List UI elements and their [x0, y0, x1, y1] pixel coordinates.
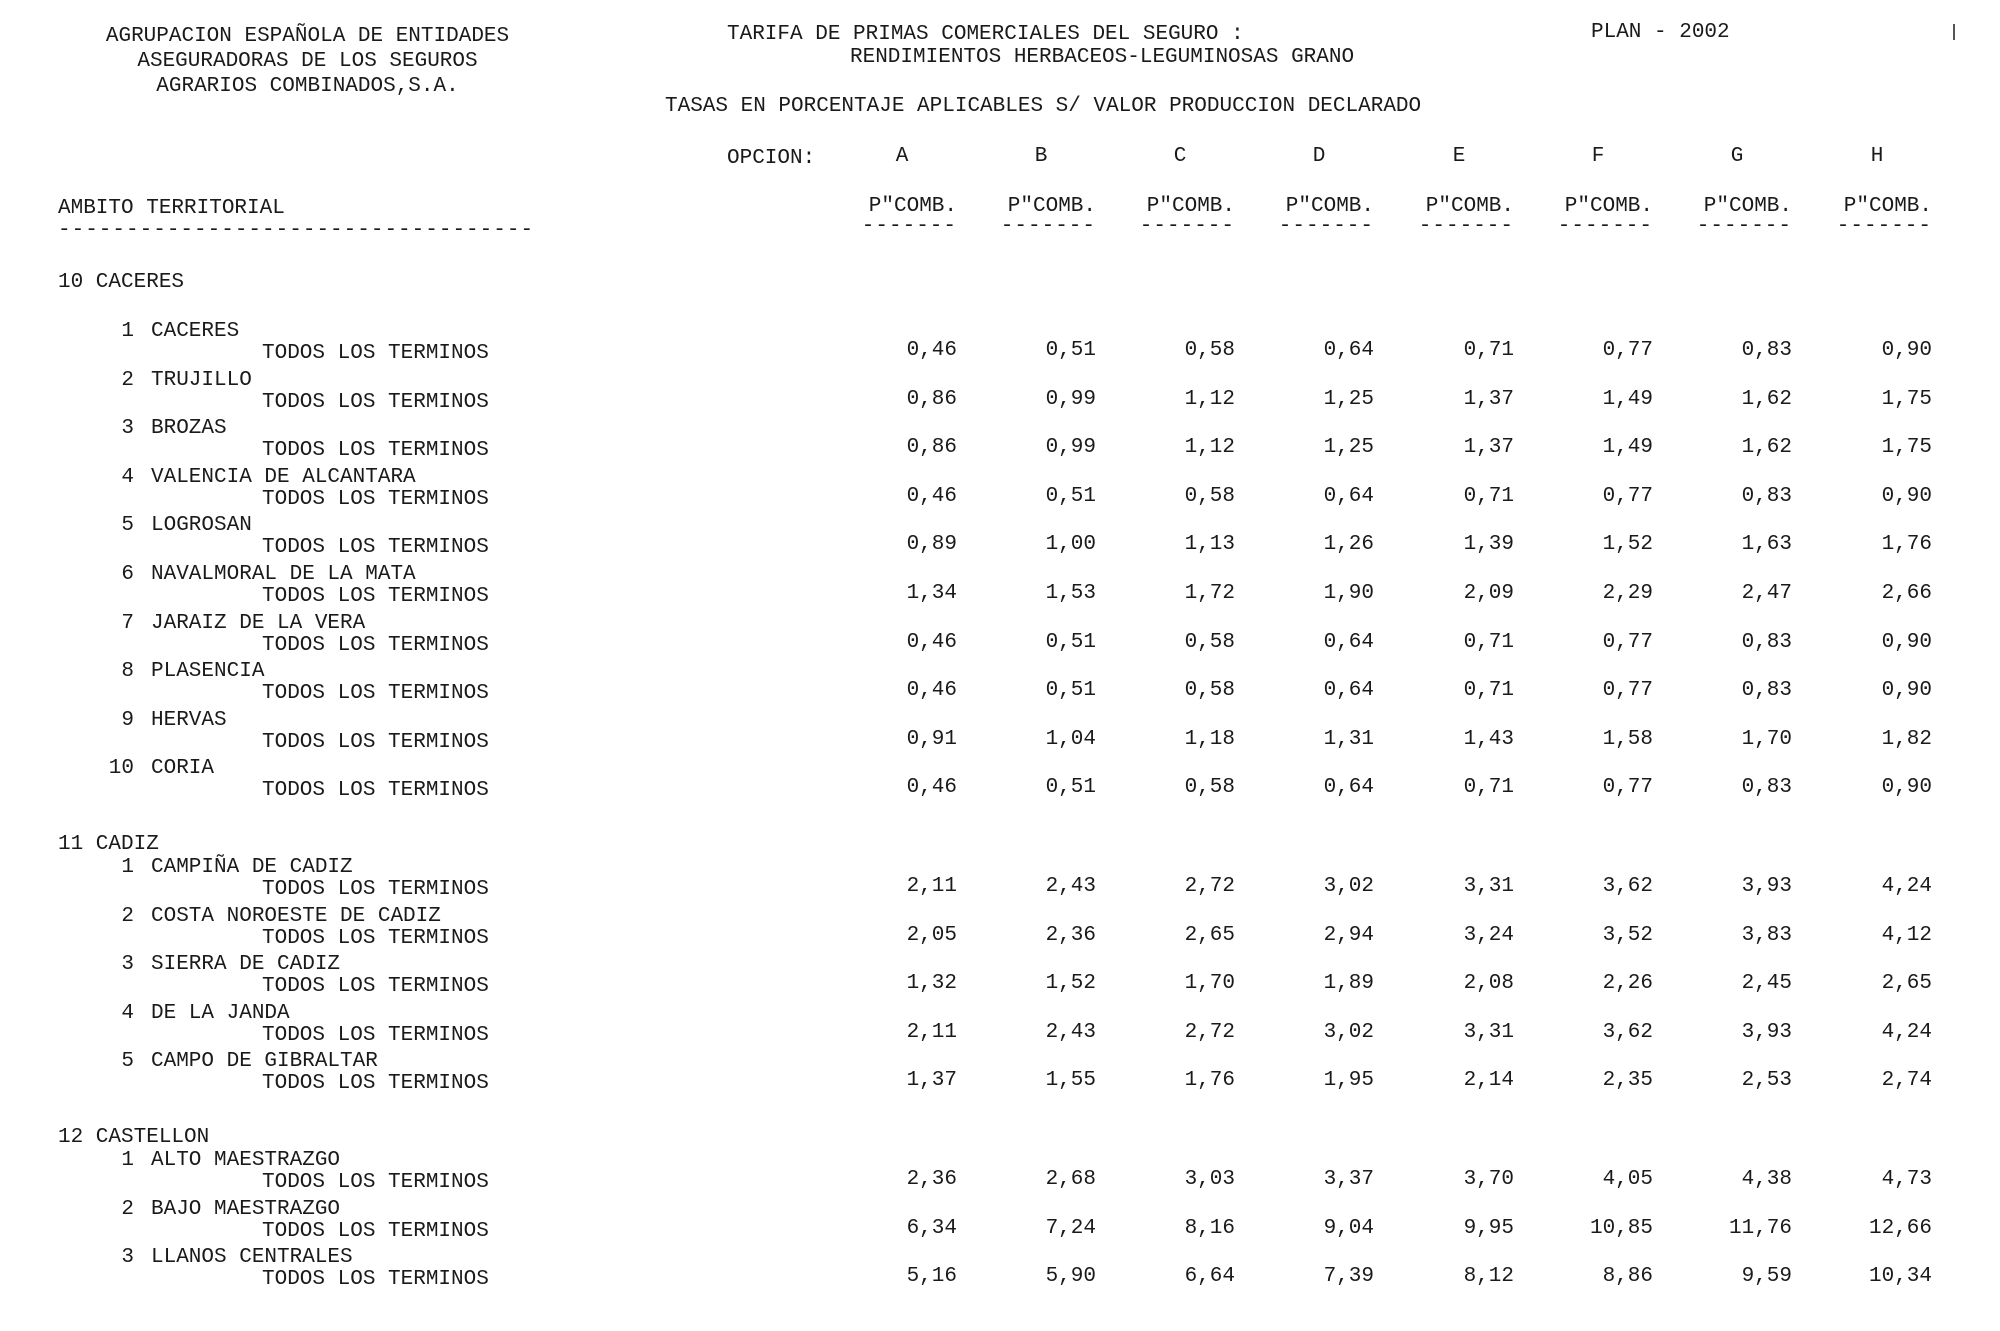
- rate-cell-b: 2,43: [1045, 1020, 1096, 1044]
- rate-cell-f: 2,26: [1602, 972, 1653, 996]
- column-rule-g: -------: [1696, 215, 1792, 238]
- rate-cell-b: 0,51: [1045, 776, 1096, 800]
- rate-cell-d: 0,64: [1323, 484, 1374, 508]
- comarca-number: 3: [121, 953, 134, 977]
- rate-cell-d: 1,25: [1323, 387, 1374, 411]
- comarca-name: ALTO MAESTRAZGO: [151, 1149, 341, 1172]
- rate-cell-d: 3,02: [1323, 875, 1374, 898]
- rate-cell-g: 3,83: [1741, 923, 1792, 947]
- rate-cell-b: 2,36: [1045, 923, 1096, 947]
- todos-los-terminos-label: TODOS LOS TERMINOS: [262, 390, 489, 414]
- rate-cell-e: 0,71: [1463, 484, 1514, 508]
- rate-cell-c: 8,16: [1184, 1216, 1235, 1240]
- comarca-name: JARAIZ DE LA VERA: [151, 611, 366, 635]
- rate-cell-f: 3,62: [1602, 875, 1653, 898]
- comarca-number: 1: [121, 1149, 134, 1172]
- province-heading: 11 CADIZ: [58, 833, 159, 856]
- rate-cell-e: 3,24: [1463, 923, 1514, 947]
- rate-cell-a: 1,34: [906, 582, 957, 605]
- margin-mark: [1953, 24, 1955, 40]
- rate-cell-e: 1,39: [1463, 533, 1514, 557]
- option-letter-h: H: [1870, 145, 1884, 168]
- column-rule-f: -------: [1557, 215, 1653, 238]
- rate-cell-a: 0,46: [906, 630, 957, 654]
- rate-cell-b: 0,51: [1045, 679, 1096, 703]
- rate-cell-d: 1,95: [1323, 1069, 1374, 1093]
- rate-cell-c: 2,72: [1184, 1020, 1235, 1044]
- column-header-a: P"COMB.: [868, 195, 957, 218]
- rate-cell-c: 1,72: [1184, 582, 1235, 605]
- column-header-b: P"COMB.: [1007, 195, 1096, 218]
- rate-cell-f: 0,77: [1602, 679, 1653, 703]
- rate-cell-c: 6,64: [1184, 1265, 1235, 1289]
- todos-los-terminos-label: TODOS LOS TERMINOS: [262, 779, 489, 803]
- comarca-name: TRUJILLO: [151, 368, 252, 392]
- todos-los-terminos-label: TODOS LOS TERMINOS: [262, 585, 489, 608]
- rate-cell-h: 4,24: [1881, 1020, 1932, 1044]
- rate-cell-b: 0,51: [1045, 339, 1096, 362]
- rate-cell-f: 0,77: [1602, 630, 1653, 654]
- rate-cell-e: 8,12: [1463, 1265, 1514, 1289]
- comarca-number: 2: [121, 368, 134, 392]
- column-rule-e: -------: [1418, 215, 1514, 238]
- rate-cell-e: 3,31: [1463, 875, 1514, 898]
- column-header-d: P"COMB.: [1285, 195, 1374, 218]
- rate-cell-a: 0,46: [906, 776, 957, 800]
- rate-cell-a: 1,37: [906, 1069, 957, 1093]
- comarca-number: 6: [121, 563, 134, 586]
- todos-los-terminos-label: TODOS LOS TERMINOS: [262, 536, 489, 560]
- column-header-e: P"COMB.: [1425, 195, 1514, 218]
- comarca-number: 7: [121, 611, 134, 635]
- rate-cell-h: 4,24: [1881, 875, 1932, 898]
- comarca-number: 2: [121, 904, 134, 928]
- rate-cell-a: 0,46: [906, 679, 957, 703]
- rate-cell-c: 3,03: [1184, 1168, 1235, 1191]
- rate-cell-g: 1,63: [1741, 533, 1792, 557]
- column-header-h: P"COMB.: [1843, 195, 1932, 218]
- rate-cell-g: 1,62: [1741, 387, 1792, 411]
- rate-cell-h: 0,90: [1881, 630, 1932, 654]
- comarca-number: 3: [121, 417, 134, 441]
- comarca-number: 4: [121, 465, 134, 489]
- rate-cell-h: 4,73: [1881, 1168, 1932, 1191]
- rate-cell-e: 9,95: [1463, 1216, 1514, 1240]
- rate-cell-b: 0,51: [1045, 630, 1096, 654]
- rate-cell-h: 1,76: [1881, 533, 1932, 557]
- rate-cell-g: 1,62: [1741, 436, 1792, 460]
- rate-cell-a: 0,46: [906, 484, 957, 508]
- comarca-name: COSTA NOROESTE DE CADIZ: [151, 904, 441, 928]
- column-rule-d: -------: [1278, 215, 1374, 238]
- province-heading: 12 CASTELLON: [58, 1126, 210, 1149]
- comarca-number: 8: [121, 660, 134, 684]
- rate-cell-c: 2,72: [1184, 875, 1235, 898]
- plan-label: PLAN - 2002: [1591, 21, 1730, 44]
- rate-cell-c: 1,18: [1184, 727, 1235, 751]
- rate-cell-d: 1,31: [1323, 727, 1374, 751]
- rate-cell-a: 0,46: [906, 339, 957, 362]
- comarca-name: LOGROSAN: [151, 514, 252, 538]
- rate-cell-c: 1,70: [1184, 972, 1235, 996]
- todos-los-terminos-label: TODOS LOS TERMINOS: [262, 1072, 489, 1096]
- rate-cell-a: 0,89: [906, 533, 957, 557]
- rate-cell-a: 0,91: [906, 727, 957, 751]
- rate-cell-c: 1,76: [1184, 1069, 1235, 1093]
- rate-cell-b: 0,51: [1045, 484, 1096, 508]
- rate-cell-e: 0,71: [1463, 630, 1514, 654]
- comarca-name: CORIA: [151, 757, 215, 781]
- rate-cell-e: 0,71: [1463, 679, 1514, 703]
- rate-cell-c: 0,58: [1184, 339, 1235, 362]
- todos-los-terminos-label: TODOS LOS TERMINOS: [262, 878, 489, 901]
- rate-cell-f: 0,77: [1602, 776, 1653, 800]
- rate-cell-h: 1,82: [1881, 727, 1932, 751]
- comarca-number: 2: [121, 1197, 134, 1221]
- rate-cell-h: 1,75: [1881, 387, 1932, 411]
- document-title-line-2: RENDIMIENTOS HERBACEOS-LEGUMINOSAS GRANO: [850, 46, 1355, 69]
- rate-cell-e: 3,70: [1463, 1168, 1514, 1191]
- rate-cell-g: 0,83: [1741, 679, 1792, 703]
- rate-cell-a: 6,34: [906, 1216, 957, 1240]
- todos-los-terminos-label: TODOS LOS TERMINOS: [262, 1219, 489, 1243]
- rate-cell-d: 1,90: [1323, 582, 1374, 605]
- rate-cell-g: 9,59: [1741, 1265, 1792, 1289]
- rate-cell-d: 9,04: [1323, 1216, 1374, 1240]
- todos-los-terminos-label: TODOS LOS TERMINOS: [262, 1268, 489, 1292]
- rate-cell-g: 4,38: [1741, 1168, 1792, 1191]
- rate-cell-f: 1,49: [1602, 387, 1653, 411]
- comarca-name: LLANOS CENTRALES: [151, 1246, 353, 1270]
- rate-cell-a: 2,05: [906, 923, 957, 947]
- rate-cell-c: 1,12: [1184, 436, 1235, 460]
- rate-cell-a: 2,11: [906, 875, 957, 898]
- rate-cell-c: 1,13: [1184, 533, 1235, 557]
- rate-cell-g: 2,47: [1741, 582, 1792, 605]
- rate-cell-e: 2,14: [1463, 1069, 1514, 1093]
- rate-cell-f: 2,35: [1602, 1069, 1653, 1093]
- rate-cell-b: 0,99: [1045, 436, 1096, 460]
- option-letter-a: A: [895, 145, 909, 168]
- rate-cell-c: 2,65: [1184, 923, 1235, 947]
- comarca-number: 5: [121, 514, 134, 538]
- todos-los-terminos-label: TODOS LOS TERMINOS: [262, 730, 489, 754]
- column-header-g: P"COMB.: [1703, 195, 1792, 218]
- rate-cell-f: 0,77: [1602, 339, 1653, 362]
- comarca-name: BAJO MAESTRAZGO: [151, 1197, 341, 1221]
- rate-cell-h: 0,90: [1881, 339, 1932, 362]
- comarca-name: HERVAS: [151, 708, 227, 732]
- rate-cell-g: 0,83: [1741, 630, 1792, 654]
- rate-cell-d: 1,89: [1323, 972, 1374, 996]
- rate-cell-c: 0,58: [1184, 679, 1235, 703]
- rate-cell-g: 0,83: [1741, 484, 1792, 508]
- rate-cell-h: 0,90: [1881, 679, 1932, 703]
- comarca-name: CACERES: [151, 320, 240, 343]
- rate-cell-e: 0,71: [1463, 339, 1514, 362]
- rate-cell-f: 3,62: [1602, 1020, 1653, 1044]
- comarca-number: 5: [121, 1050, 134, 1074]
- rate-cell-h: 10,34: [1868, 1265, 1932, 1289]
- rate-cell-f: 4,05: [1602, 1168, 1653, 1191]
- province-heading: 10 CACERES: [58, 271, 185, 294]
- rate-cell-h: 1,75: [1881, 436, 1932, 460]
- comarca-name: BROZAS: [151, 417, 227, 441]
- rate-cell-f: 8,86: [1602, 1265, 1653, 1289]
- rate-cell-d: 0,64: [1323, 630, 1374, 654]
- rate-cell-g: 2,45: [1741, 972, 1792, 996]
- option-letter-d: D: [1312, 145, 1326, 168]
- comarca-number: 4: [121, 1001, 134, 1025]
- rate-cell-e: 2,09: [1463, 582, 1514, 605]
- rate-cell-b: 2,68: [1045, 1168, 1096, 1191]
- rate-cell-d: 1,25: [1323, 436, 1374, 460]
- rate-cell-a: 5,16: [906, 1265, 957, 1289]
- ambito-rule: -----------------------------------: [58, 219, 535, 242]
- rate-cell-d: 3,02: [1323, 1020, 1374, 1044]
- todos-los-terminos-label: TODOS LOS TERMINOS: [262, 1023, 489, 1047]
- option-letter-b: B: [1034, 145, 1048, 168]
- rate-cell-f: 3,52: [1602, 923, 1653, 947]
- rate-cell-f: 1,58: [1602, 727, 1653, 751]
- rate-cell-h: 12,66: [1868, 1216, 1932, 1240]
- option-letter-e: E: [1452, 145, 1466, 168]
- rate-cell-b: 0,99: [1045, 387, 1096, 411]
- comarca-name: DE LA JANDA: [151, 1001, 290, 1025]
- comarca-number: 10: [108, 757, 134, 781]
- rate-cell-f: 1,52: [1602, 533, 1653, 557]
- rate-cell-b: 2,43: [1045, 875, 1096, 898]
- comarca-number: 1: [121, 856, 134, 879]
- rate-cell-h: 2,66: [1881, 582, 1932, 605]
- rate-cell-b: 1,00: [1045, 533, 1096, 557]
- rate-cell-f: 1,49: [1602, 436, 1653, 460]
- rate-cell-h: 0,90: [1881, 484, 1932, 508]
- rate-cell-h: 2,65: [1881, 972, 1932, 996]
- rate-cell-e: 3,31: [1463, 1020, 1514, 1044]
- rate-cell-d: 0,64: [1323, 679, 1374, 703]
- rate-cell-h: 2,74: [1881, 1069, 1932, 1093]
- rate-cell-f: 2,29: [1602, 582, 1653, 605]
- column-rule-b: -------: [1000, 215, 1096, 238]
- opcion-label: OPCION:: [727, 147, 816, 170]
- rate-cell-a: 2,11: [906, 1020, 957, 1044]
- rate-cell-c: 0,58: [1184, 776, 1235, 800]
- rate-cell-g: 3,93: [1741, 1020, 1792, 1044]
- rate-cell-d: 7,39: [1323, 1265, 1374, 1289]
- comarca-name: NAVALMORAL DE LA MATA: [151, 563, 416, 586]
- rate-cell-c: 0,58: [1184, 630, 1235, 654]
- rate-cell-f: 0,77: [1602, 484, 1653, 508]
- ambito-territorial-label: AMBITO TERRITORIAL: [58, 197, 285, 220]
- rate-cell-b: 1,55: [1045, 1069, 1096, 1093]
- rate-cell-g: 3,93: [1741, 875, 1792, 898]
- rate-cell-a: 0,86: [906, 436, 957, 460]
- todos-los-terminos-label: TODOS LOS TERMINOS: [262, 439, 489, 463]
- rate-cell-d: 0,64: [1323, 339, 1374, 362]
- rate-cell-b: 7,24: [1045, 1216, 1096, 1240]
- option-letter-c: C: [1173, 145, 1187, 168]
- todos-los-terminos-label: TODOS LOS TERMINOS: [262, 487, 489, 511]
- comarca-number: 1: [121, 320, 134, 343]
- todos-los-terminos-label: TODOS LOS TERMINOS: [262, 342, 489, 365]
- rate-cell-e: 1,43: [1463, 727, 1514, 751]
- rate-cell-d: 3,37: [1323, 1168, 1374, 1191]
- rate-cell-a: 1,32: [906, 972, 957, 996]
- comarca-name: VALENCIA DE ALCANTARA: [151, 465, 416, 489]
- rate-cell-g: 0,83: [1741, 776, 1792, 800]
- rate-cell-b: 1,52: [1045, 972, 1096, 996]
- comarca-name: CAMPO DE GIBRALTAR: [151, 1050, 378, 1074]
- document-subtitle: TASAS EN PORCENTAJE APLICABLES S/ VALOR PRODUCCION DECLARADO: [665, 95, 1422, 118]
- todos-los-terminos-label: TODOS LOS TERMINOS: [262, 1171, 489, 1194]
- document-title-line-1: TARIFA DE PRIMAS COMERCIALES DEL SEGURO :: [727, 23, 1244, 46]
- rate-cell-d: 0,64: [1323, 776, 1374, 800]
- rate-cell-g: 0,83: [1741, 339, 1792, 362]
- org-line-3: AGRARIOS COMBINADOS,S.A.: [156, 75, 459, 98]
- rate-cell-b: 5,90: [1045, 1265, 1096, 1289]
- rate-cell-e: 1,37: [1463, 436, 1514, 460]
- todos-los-terminos-label: TODOS LOS TERMINOS: [262, 926, 489, 950]
- column-header-c: P"COMB.: [1146, 195, 1235, 218]
- column-rule-c: -------: [1139, 215, 1235, 238]
- comarca-name: SIERRA DE CADIZ: [151, 953, 341, 977]
- rate-cell-d: 1,26: [1323, 533, 1374, 557]
- rate-cell-c: 1,12: [1184, 387, 1235, 411]
- rate-cell-h: 0,90: [1881, 776, 1932, 800]
- rate-cell-g: 2,53: [1741, 1069, 1792, 1093]
- org-line-1: AGRUPACION ESPAÑOLA DE ENTIDADES: [105, 25, 510, 48]
- comarca-number: 3: [121, 1246, 134, 1270]
- rate-cell-g: 1,70: [1741, 727, 1792, 751]
- todos-los-terminos-label: TODOS LOS TERMINOS: [262, 682, 489, 706]
- rate-cell-e: 1,37: [1463, 387, 1514, 411]
- rate-cell-e: 0,71: [1463, 776, 1514, 800]
- rate-cell-h: 4,12: [1881, 923, 1932, 947]
- column-header-f: P"COMB.: [1564, 195, 1653, 218]
- todos-los-terminos-label: TODOS LOS TERMINOS: [262, 633, 489, 657]
- comarca-name: CAMPIÑA DE CADIZ: [151, 856, 353, 879]
- rate-cell-b: 1,53: [1045, 582, 1096, 605]
- rate-cell-g: 11,76: [1728, 1216, 1792, 1240]
- option-letter-g: G: [1730, 145, 1744, 168]
- rate-cell-a: 2,36: [906, 1168, 957, 1191]
- comarca-name: PLASENCIA: [151, 660, 265, 684]
- column-rule-h: -------: [1836, 215, 1932, 238]
- rate-cell-c: 0,58: [1184, 484, 1235, 508]
- org-line-2: ASEGURADORAS DE LOS SEGUROS: [137, 50, 478, 73]
- column-rule-a: -------: [861, 215, 957, 238]
- comarca-number: 9: [121, 708, 134, 732]
- rate-cell-e: 2,08: [1463, 972, 1514, 996]
- rate-cell-d: 2,94: [1323, 923, 1374, 947]
- todos-los-terminos-label: TODOS LOS TERMINOS: [262, 975, 489, 999]
- rate-cell-f: 10,85: [1589, 1216, 1653, 1240]
- rate-cell-b: 1,04: [1045, 727, 1096, 751]
- option-letter-f: F: [1591, 145, 1605, 168]
- rate-cell-a: 0,86: [906, 387, 957, 411]
